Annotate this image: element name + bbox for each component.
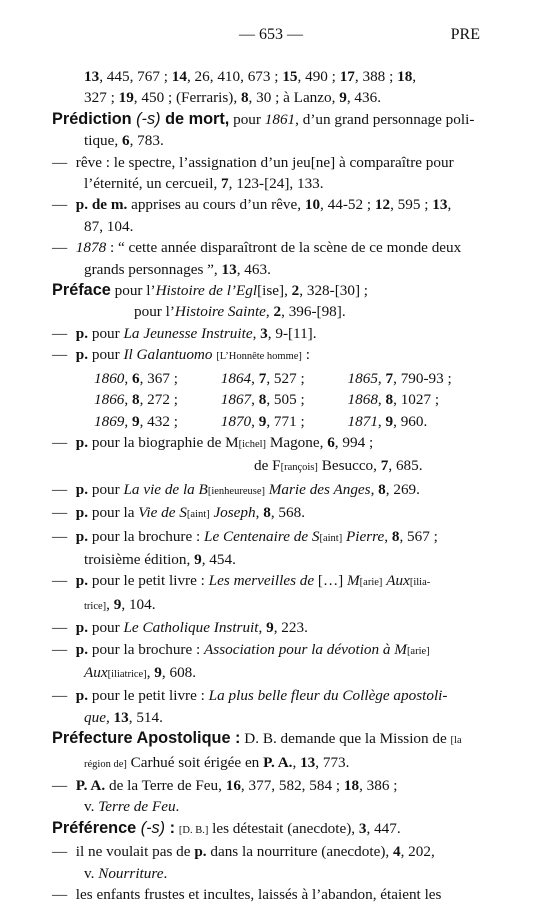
headword: Préférence (-s) : bbox=[52, 818, 176, 837]
text-line: pour l’Histoire Sainte, 2, 396-[98]. bbox=[134, 303, 346, 321]
entry-nourriture: — il ne voulait pas de p. dans la nourriture (anecdote), 4, 202, bbox=[52, 843, 435, 861]
text-line: troisième édition, 9, 454. bbox=[84, 550, 236, 568]
entry-reve: — rêve : le spectre, l’assignation d’un jeu[ne] à comparaître pour bbox=[52, 153, 454, 171]
entry-prediction-de-mort: Prédiction (-s) de mort, pour 1861, d’un grand personnage poli- bbox=[52, 109, 475, 128]
entry-vie-marie: — p. pour La vie de la B[ienheureuse] Marie des Anges, 8, 269. bbox=[52, 480, 420, 498]
entry-p-de-m: — p. de m. apprises au cours d’un rêve, 10, 44-52 ; 12, 595 ; 13, bbox=[52, 196, 452, 214]
year-row: 1860, 6, 367 ; 1864, 7, 527 ; 1865, 7, 790-93 ; bbox=[94, 369, 452, 387]
entry-preface: Préface pour l’Histoire de l’Egl[ise], 2, 328-[30] ; bbox=[52, 281, 369, 300]
text-line: 327 ; 19, 450 ; (Ferraris), 8, 30 ; à Lanzo, 9, 436. bbox=[84, 89, 381, 107]
entry-terre-de-feu: — P. A. de la Terre de Feu, 16, 377, 582, 584 ; 18, 386 ; bbox=[52, 777, 398, 794]
headword: Prédiction (-s) de mort, bbox=[52, 109, 230, 128]
text-line: 13, 445, 767 ; 14, 26, 410, 673 ; 15, 490 ; 17, 388 ; 18, bbox=[84, 68, 417, 85]
headword: Préfecture Apostolique : bbox=[52, 729, 241, 748]
entry-enfants: — les enfants frustes et incultes, laissés à l’abandon, étaient les bbox=[52, 886, 442, 904]
year-row: 1869, 9, 432 ; 1870, 9, 771 ; 1871, 9, 960. bbox=[94, 412, 428, 430]
text-line: v. Terre de Feu. bbox=[84, 798, 180, 816]
text-line: l’éternité, un cercueil, 7, 123-[24], 133. bbox=[84, 175, 324, 193]
text-line: grands personnages ”, 13, 463. bbox=[84, 260, 271, 278]
entry-association: — p. pour la brochure : Association pour la dévotion à M[arie] bbox=[52, 640, 430, 658]
text-line: trice], 9, 104. bbox=[84, 595, 156, 613]
entry-catholique: — p. pour Le Catholique Instruit, 9, 223. bbox=[52, 619, 308, 637]
entry-jeunesse: — p. pour La Jeunesse Instruite, 3, 9-[11]. bbox=[52, 324, 317, 342]
page-header bbox=[0, 20, 542, 50]
entry-biographie: — p. pour la biographie de M[ichel] Magone, 6, 994 ; bbox=[52, 433, 374, 451]
entry-1878: — 1878 : “ cette année disparaîtront de la scène de ce monde deux bbox=[52, 239, 462, 257]
entry-preference: Préférence (-s) : [D. B.] les détestait (anecdote), 3, 447. bbox=[52, 818, 401, 837]
year-row: 1866, 8, 272 ; 1867, 8, 505 ; 1868, 8, 1027 ; bbox=[94, 391, 440, 409]
entry-vie-joseph: — p. pour la Vie de S[aint] Joseph, 8, 568. bbox=[52, 504, 305, 522]
running-head: PRE bbox=[450, 26, 480, 43]
entry-centenaire: — p. pour la brochure : Le Centenaire de S[aint] Pierre, 8, 567 ; bbox=[52, 527, 438, 545]
entry-merveilles: — p. pour le petit livre : Les merveilles de […] M[arie] Aux[ilia- bbox=[52, 572, 431, 590]
text-line: Aux[iliatrice], 9, 608. bbox=[84, 663, 197, 681]
text-line: v. Nourriture. bbox=[84, 864, 168, 882]
text-line: que, 13, 514. bbox=[84, 708, 163, 726]
index-text bbox=[52, 66, 482, 905]
entry-plus-belle-fleur: — p. pour le petit livre : La plus belle fleur du Collège apostoli- bbox=[52, 687, 448, 705]
text-line: de F[rançois] Besucco, 7, 685. bbox=[254, 457, 423, 475]
entry-prefecture: Préfecture Apostolique : D. B. demande que la Mission de [la bbox=[52, 729, 462, 748]
text-line: tique, 6, 783. bbox=[84, 132, 164, 150]
text-line: région de] Carhué soit érigée en P. A., 13, 773. bbox=[84, 753, 350, 771]
entry-galantuomo: — p. pour Il Galantuomo [L’Honnête homme] : bbox=[52, 346, 310, 364]
headword: Préface bbox=[52, 281, 111, 300]
page-number: — 653 — bbox=[239, 26, 303, 43]
text-line: 87, 104. bbox=[84, 217, 134, 235]
